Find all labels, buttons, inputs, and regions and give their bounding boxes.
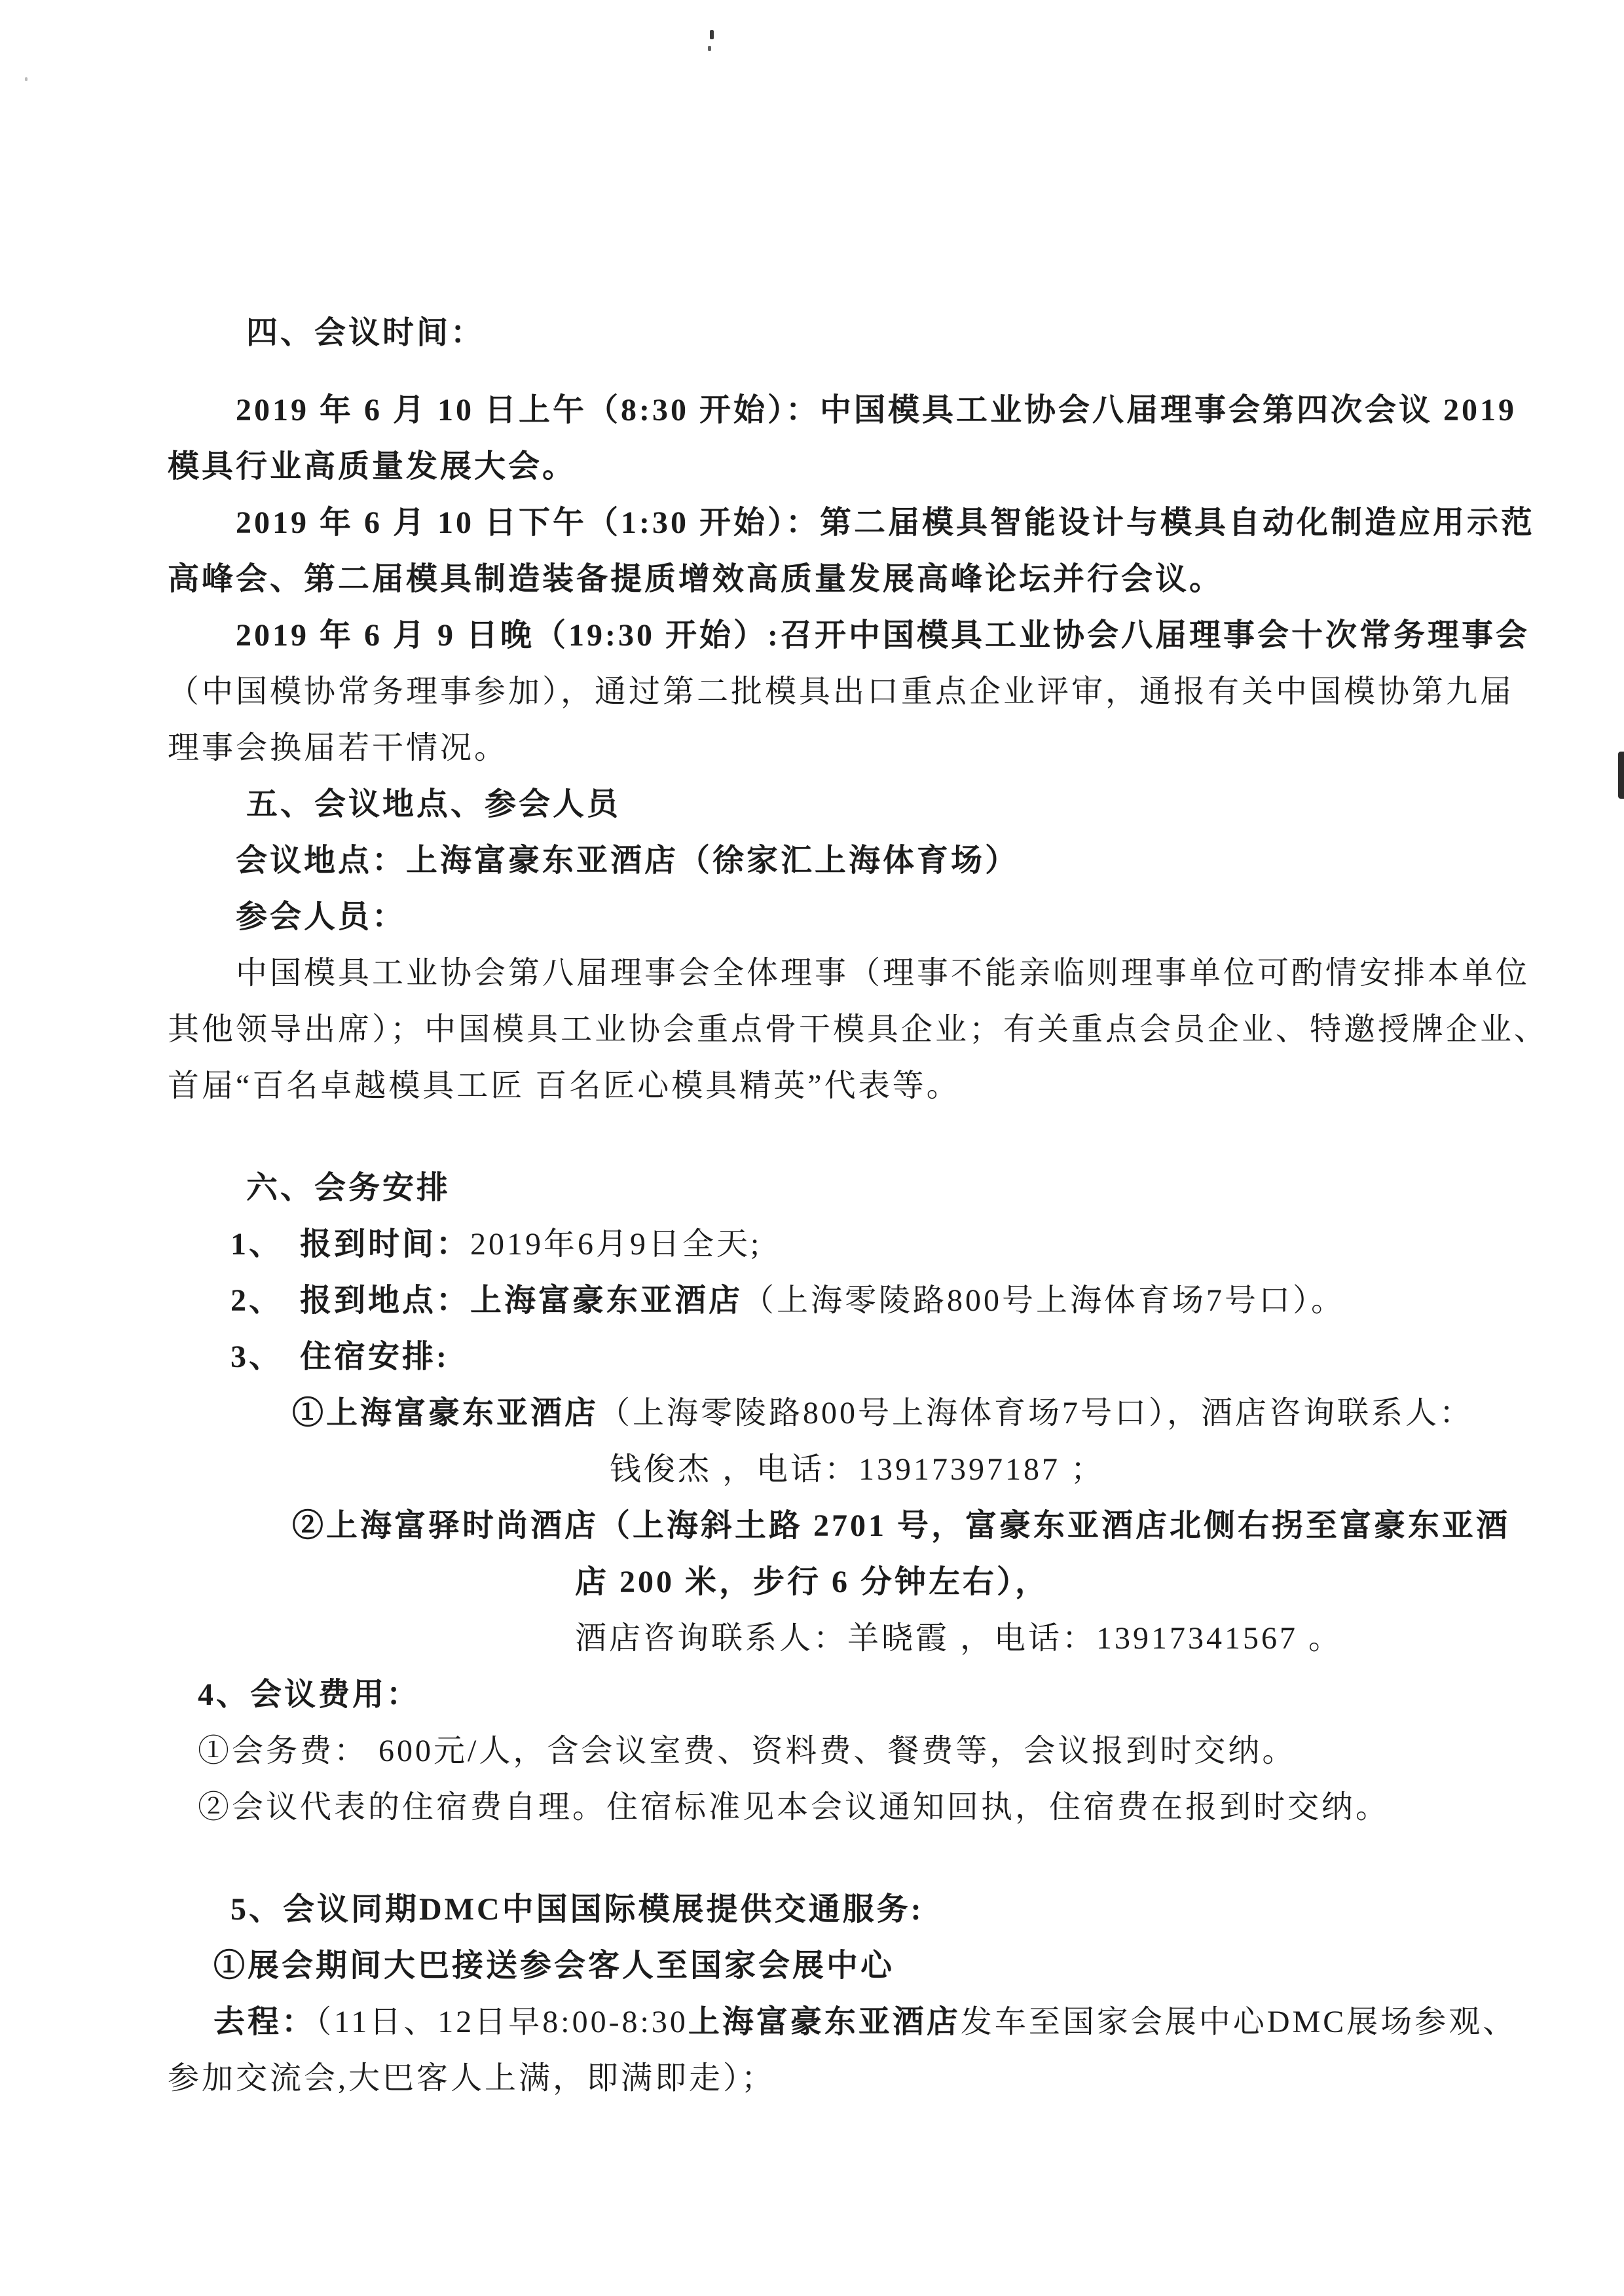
- hotel2-address: （上海斜土路 2701 号，富豪东亚酒店北侧右拐至富豪东亚酒: [599, 1508, 1511, 1543]
- trip-label: 去程：: [213, 2005, 316, 2039]
- item-label: 报到地点：上海富豪东亚酒店: [300, 1283, 743, 1318]
- hotel2-line: [168, 1498, 1559, 1554]
- hotel1-address: （上海零陵路800号上海体育场7号口），酒店咨询联系人：: [599, 1396, 1474, 1430]
- fee-line2: ②会议代表的住宿费自理。住宿标准见本会议通知回执，住宿费在报到时交纳。: [198, 1790, 1390, 1825]
- attendees-line1: 中国模具工业协会第八届理事会全体理事（理事不能亲临则理事单位可酌情安排本单位: [236, 956, 1530, 991]
- transport-heading: 5、会议同期DMC中国国际模展提供交通服务:: [231, 1892, 924, 1927]
- scan-artifact: [710, 30, 714, 39]
- attendees-line2: 其他领导出席）；中国模具工业协会重点骨干模具企业；有关重点会员企业、特邀授牌企业、: [168, 1012, 1549, 1047]
- hotel1-contact-line: 钱俊杰 ，电话：13917397187 ；: [610, 1452, 1105, 1487]
- scan-artifact: [25, 77, 28, 81]
- trip-text2: 发车至国家会展中心DMC展场参观、: [960, 2005, 1517, 2039]
- schedule-morning-line1: 2019 年 6 月 10 日上午（8:30 开始）：中国模具工业协会八届理事会第四次会议 2019: [236, 393, 1517, 428]
- venue-line: 会议地点：上海富豪东亚酒店（徐家汇上海体育场）: [236, 843, 1020, 878]
- item-number: 1、: [231, 1227, 284, 1262]
- section4-heading: 四、会议时间：: [246, 316, 485, 350]
- item-text: （上海零陵路800号上海体育场7号口）。: [743, 1283, 1346, 1318]
- trip-outbound-line: [168, 1994, 1559, 2050]
- trip-text1: （11日、12日早8:00-8:30: [316, 2005, 688, 2039]
- schedule-evening-line3: 理事会换届若干情况。: [168, 731, 509, 765]
- section5-heading: 五、会议地点、参会人员: [246, 787, 621, 822]
- accommodation-item: [168, 1329, 1559, 1385]
- scan-artifact: [708, 46, 711, 51]
- checkin-place-item: [168, 1273, 1559, 1329]
- checkin-time-item: [168, 1216, 1559, 1273]
- fee-heading: 4、会议费用：: [198, 1677, 421, 1712]
- transport-shuttle-line: ①展会期间大巴接送参会客人至国家会展中心: [213, 1948, 895, 1983]
- fee-line1: ①会务费： 600元/人，含会议室费、资料费、餐费等，会议报到时交纳。: [198, 1734, 1297, 1768]
- item-label: 报到时间：: [300, 1227, 471, 1262]
- hotel1-line: [168, 1385, 1559, 1442]
- attendees-label: 参会人员：: [236, 900, 407, 934]
- section6-heading: 六、会务安排: [246, 1171, 451, 1205]
- item-label: 住宿安排:: [300, 1339, 450, 1374]
- trip-outbound-line2: 参加交流会,大巴客人上满，即满即走）；: [168, 2061, 776, 2096]
- attendees-line3: 首届“百名卓越模具工匠 百名匠心模具精英”代表等。: [168, 1068, 961, 1103]
- scan-artifact: [1618, 752, 1624, 799]
- hotel1-name: ①上海富豪东亚酒店: [292, 1396, 599, 1430]
- schedule-afternoon-line2: 高峰会、第二届模具制造装备提质增效高质量发展高峰论坛并行会议。: [168, 562, 1224, 596]
- hotel2-contact-line: 酒店咨询联系人：羊晓霞 ，电话：13917341567 。: [575, 1621, 1343, 1656]
- hotel2-name: ②上海富驿时尚酒店: [292, 1508, 599, 1543]
- schedule-evening-line1: 2019 年 6 月 9 日晚（19:30 开始）:召开中国模具工业协会八届理事会十次常务理事会: [236, 618, 1530, 653]
- schedule-morning-line2: 模具行业高质量发展大会。: [168, 449, 577, 484]
- item-number: 2、: [231, 1283, 284, 1318]
- item-text: 2019年6月9日全天;: [470, 1227, 762, 1262]
- hotel2-line2: 店 200 米，步行 6 分钟左右），: [575, 1565, 1050, 1599]
- item-number: 3、: [231, 1339, 284, 1374]
- schedule-afternoon-line1: 2019 年 6 月 10 日下午（1:30 开始）：第二届模具智能设计与模具自动化制造应用示范: [236, 505, 1535, 540]
- trip-hotel-name: 上海富豪东亚酒店: [688, 2005, 961, 2039]
- schedule-evening-line2: （中国模协常务理事参加），通过第二批模具出口重点企业评审，通报有关中国模协第九届: [168, 674, 1515, 709]
